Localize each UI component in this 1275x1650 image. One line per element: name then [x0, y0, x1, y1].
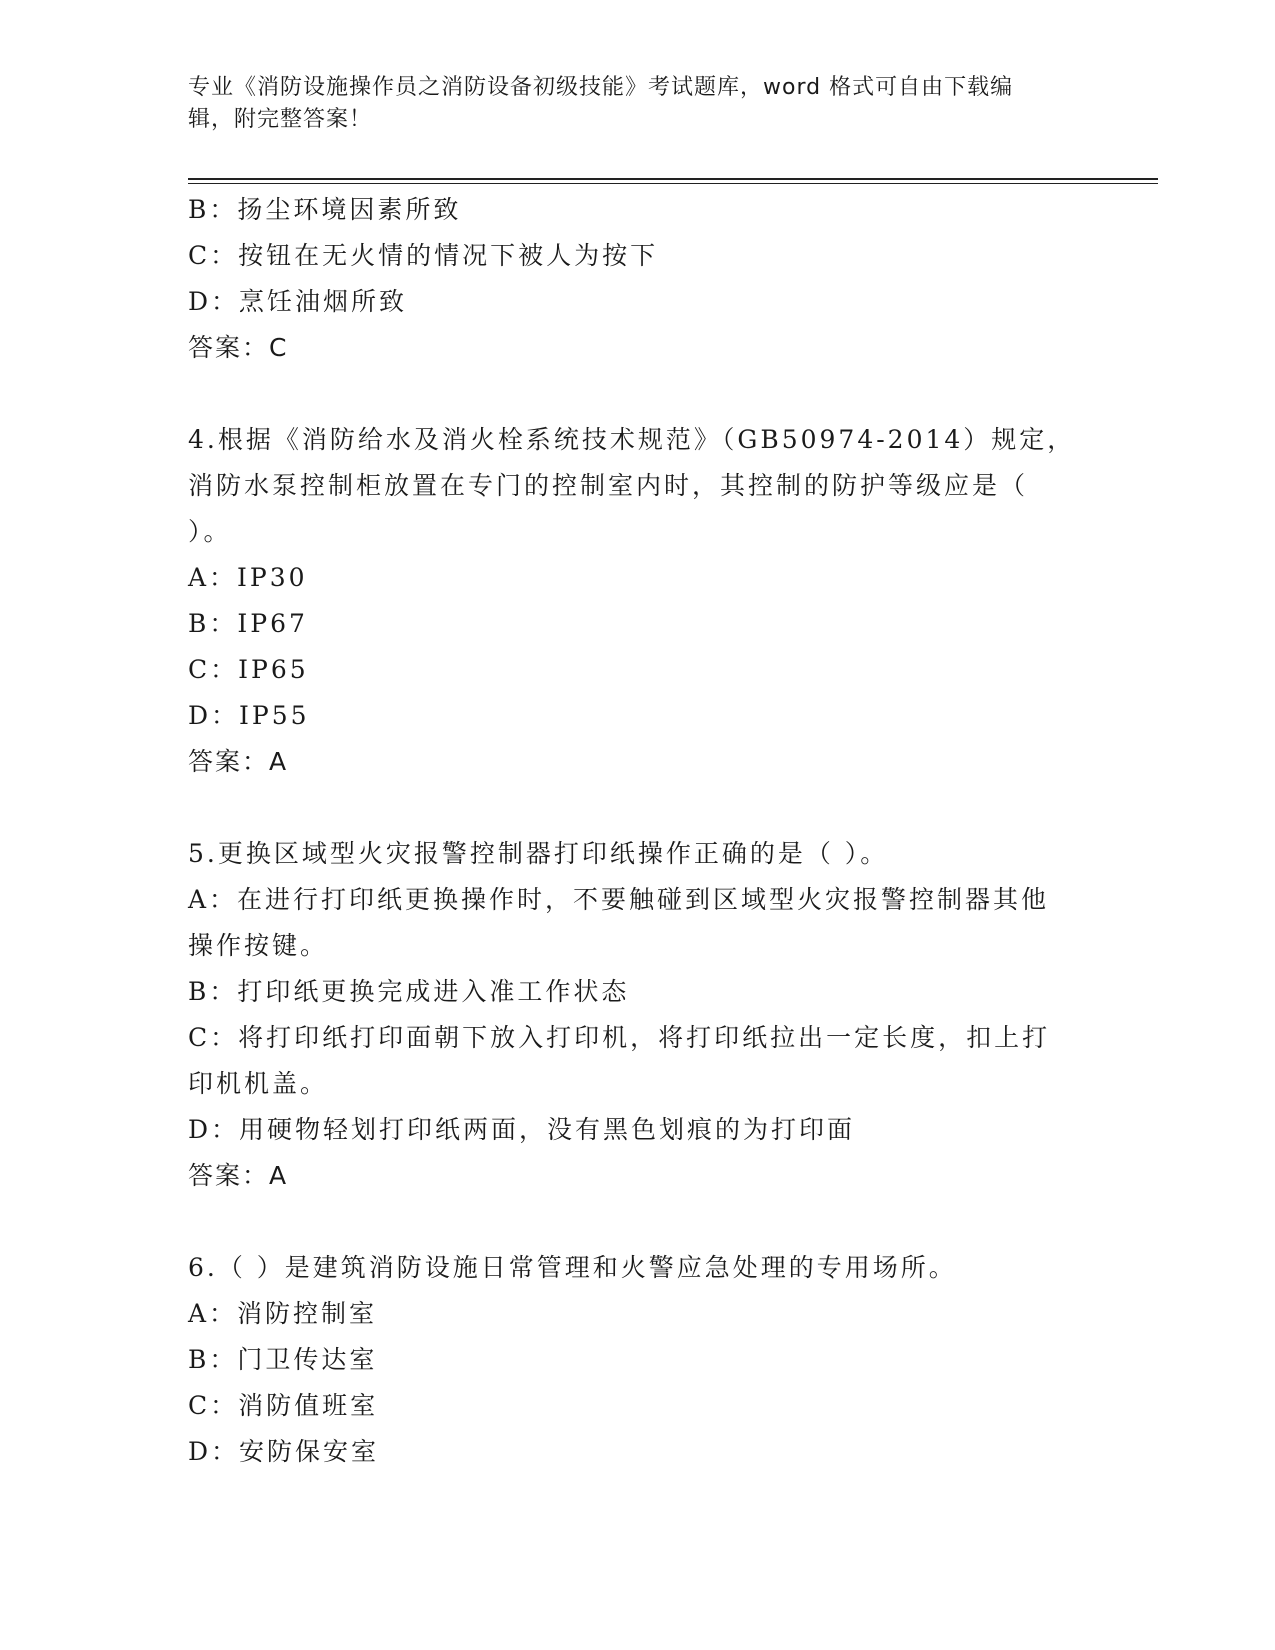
question-3 — [188, 187, 1088, 371]
document-header — [188, 72, 1068, 136]
q5-option-c-line-1: C：将打印纸打印面朝下放入打印机，将打印纸拉出一定长度，扣上打 — [188, 1023, 1051, 1052]
q5-stem: 5.更换区域型火灾报警控制器打印纸操作正确的是（ ）。 — [188, 839, 889, 868]
header-line-1: 专业《消防设施操作员之消防设备初级技能》考试题库，word 格式可自由下载编 — [188, 75, 1014, 100]
spacer — [188, 1199, 1088, 1245]
q6-option-b: B：门卫传达室 — [188, 1345, 378, 1374]
q5-option-b: B：打印纸更换完成进入准工作状态 — [188, 977, 630, 1006]
q3-answer: 答案：C — [188, 333, 289, 362]
spacer — [188, 785, 1088, 831]
q5-answer: 答案：A — [188, 1161, 289, 1190]
q5-option-d: D：用硬物轻划打印纸两面，没有黑色划痕的为打印面 — [188, 1115, 856, 1144]
question-6 — [188, 1245, 1088, 1475]
q6-stem: 6.（ ）是建筑消防设施日常管理和火警应急处理的专用场所。 — [188, 1253, 957, 1282]
q3-option-b: B：扬尘环境因素所致 — [188, 195, 462, 224]
q4-option-b: B：IP67 — [188, 609, 308, 638]
q4-answer: 答案：A — [188, 747, 289, 776]
header-line-2: 辑，附完整答案！ — [188, 107, 373, 132]
q5-option-a-line-2: 操作按键。 — [188, 931, 329, 960]
spacer — [188, 371, 1088, 417]
q4-option-a: A：IP30 — [188, 563, 308, 592]
question-4 — [188, 417, 1088, 785]
q5-option-a-line-1: A：在进行打印纸更换操作时，不要触碰到区域型火灾报警控制器其他 — [188, 885, 1050, 914]
q4-option-c: C：IP65 — [188, 655, 309, 684]
header-divider-thin — [188, 183, 1158, 184]
q4-option-d: D：IP55 — [188, 701, 310, 730]
q4-stem-line-2: 消防水泵控制柜放置在专门的控制室内时，其控制的防护等级应是（ — [188, 471, 1029, 500]
q5-option-c-line-2: 印机机盖。 — [188, 1069, 329, 1098]
q4-stem-line-3: ）。 — [188, 517, 232, 546]
q3-option-d: D：烹饪油烟所致 — [188, 287, 408, 316]
q3-option-c: C：按钮在无火情的情况下被人为按下 — [188, 241, 659, 270]
q4-stem-line-1: 4.根据《消防给水及消火栓系统技术规范》（GB50974-2014）规定， — [188, 425, 1076, 454]
question-5 — [188, 831, 1088, 1199]
q6-option-d: D：安防保安室 — [188, 1437, 380, 1466]
q6-option-c: C：消防值班室 — [188, 1391, 379, 1420]
question-list — [188, 187, 1088, 1475]
header-divider-thick — [188, 178, 1158, 180]
q6-option-a: A：消防控制室 — [188, 1299, 378, 1328]
